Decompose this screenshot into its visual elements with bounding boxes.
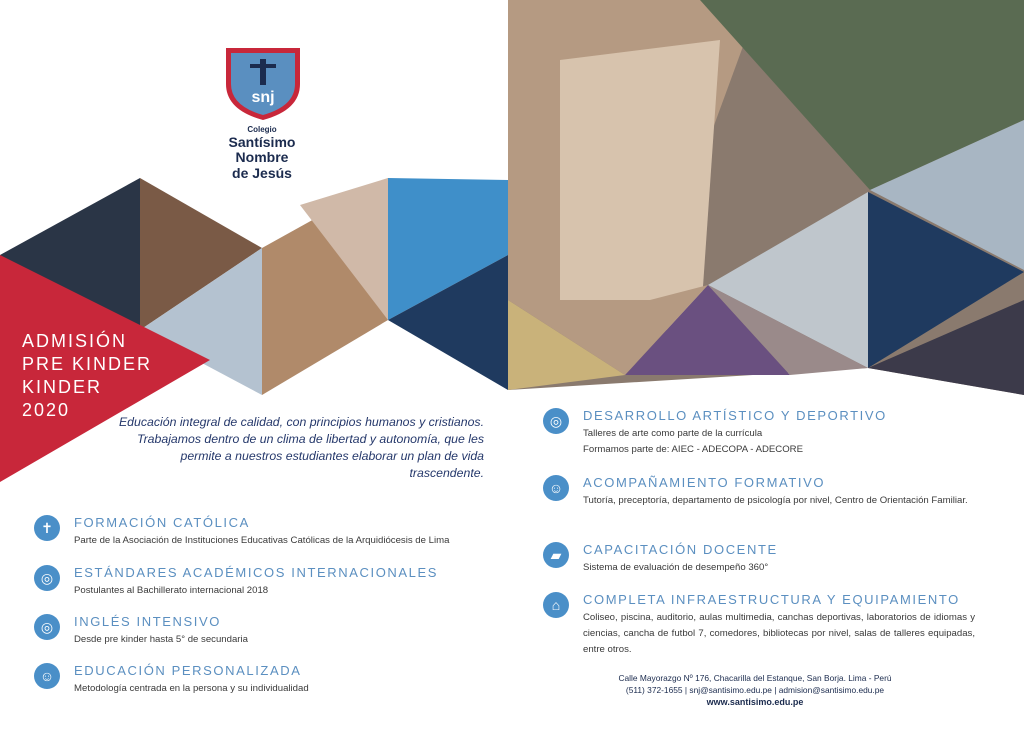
admission-heading [22,330,152,422]
feature-english [34,614,504,654]
feature-desc: Parte de la Asociación de Instituciones Educativas Católicas de la Arquidiócesis de Lima [74,535,450,546]
feature-desc: Desde pre kinder hasta 5° de secundaria [74,634,248,645]
colegio-label: Colegio [247,125,277,134]
admission-line: 2020 [22,400,71,420]
feature-desc [583,426,803,458]
graduation-cap-icon: ▰ [543,542,569,568]
website-link[interactable]: www.santisimo.edu.pe [706,697,804,707]
feature-formative [543,475,983,531]
admission-line: PRE KINDER [22,354,153,374]
feature-teacher-training [543,542,983,582]
feature-title: DESARROLLO ARTÍSTICO Y DEPORTIVO [583,408,887,423]
feature-desc: Tutoría, preceptoría, departamento de psicología por nivel, Centro de Orientación Familiar. [583,495,968,506]
address: Calle Mayorazgo Nº 176, Chacarilla del Estanque, San Borja. Lima - Perú [618,673,892,683]
cross-icon: ✝ [34,515,60,541]
medal-icon: ◎ [34,565,60,591]
shield-icon [222,44,304,122]
contact-info: (511) 372-1655 | snj@santisimo.edu.pe | admision@santisimo.edu.pe [625,685,885,695]
feature-personalized [34,663,504,703]
feature-desc: Sistema de evaluación de desempeño 360° [583,562,769,573]
feature-title: ACOMPAÑAMIENTO FORMATIVO [583,475,826,490]
feature-desc: Coliseo, piscina, auditorio, aulas multimedia, canchas deportivas, laboratorios de idiomas y ciencias, cancha de futbol 7, comedores, bibliotecas por nivel, salas de talleres equipadas, entre otros. [583,612,975,655]
feature-desc: Metodología centrada en la persona y su individualidad [74,683,309,694]
person-icon: ☺ [34,663,60,689]
feature-title: INGLÉS INTENSIVO [74,614,221,629]
feature-catholic-formation [34,515,504,555]
contact-footer [600,672,910,708]
admission-line: KINDER [22,377,103,397]
building-icon: ⌂ [543,592,569,618]
feature-arts-sports [543,408,983,464]
school-name [214,126,310,181]
feature-desc: Postulantes al Bachillerato internacional 2018 [74,585,269,596]
admission-line: ADMISIÓN [22,331,128,351]
boy-face-photo [560,40,720,330]
intro-paragraph: Educación integral de calidad, con principios humanos y cristianos. Trabajamos dentro de un clima de libertad y autonomía, que les permite a nuestros estudiantes elaborar un plan de vida trascendente. [118,415,484,480]
school-name-line3: de Jesús [232,164,292,181]
school-name-line2: Nombre [235,149,289,166]
medal-icon: ◎ [34,614,60,640]
feature-title: COMPLETA INFRAESTRUCTURA Y EQUIPAMIENTO [583,592,960,607]
feature-title: ESTÁNDARES ACADÉMICOS INTERNACIONALES [74,565,439,580]
feature-academic-standards [34,565,504,605]
feature-infrastructure [543,592,983,662]
feature-desc-line: Formamos parte de: AIEC - ADECOPA - ADECORE [583,444,804,455]
feature-desc-line: Talleres de arte como parte de la currícula [583,428,763,439]
school-logo [222,44,304,127]
feature-title: EDUCACIÓN PERSONALIZADA [74,663,302,678]
svg-text:snj: snj [251,89,275,106]
person-icon: ☺ [543,475,569,501]
school-name-line1: Santísimo [228,133,296,150]
medal-icon: ◎ [543,408,569,434]
feature-title: CAPACITACIÓN DOCENTE [583,542,778,557]
feature-title: FORMACIÓN CATÓLICA [74,515,250,530]
